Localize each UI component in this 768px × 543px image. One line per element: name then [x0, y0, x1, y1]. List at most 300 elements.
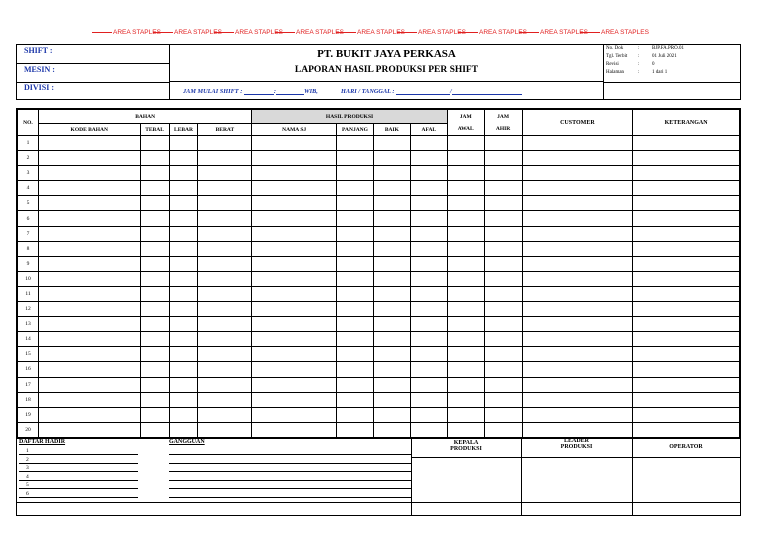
table-cell[interactable] [484, 407, 522, 422]
col-hasil-produksi: HASIL PRODUKSI [252, 110, 447, 124]
table-cell[interactable] [410, 181, 447, 196]
mesin-label: MESIN : [17, 64, 170, 83]
table-cell[interactable] [410, 226, 447, 241]
table-cell[interactable] [410, 302, 447, 317]
table-cell[interactable] [140, 241, 169, 256]
table-cell[interactable] [38, 392, 140, 407]
table-cell[interactable] [447, 151, 484, 166]
table-cell[interactable] [373, 302, 410, 317]
jam-minute-field[interactable] [273, 88, 304, 95]
table-cell[interactable] [169, 226, 198, 241]
table-cell[interactable] [410, 347, 447, 362]
table-cell[interactable] [337, 151, 374, 166]
table-cell[interactable] [373, 181, 410, 196]
table-cell[interactable] [140, 151, 169, 166]
table-cell[interactable] [337, 332, 374, 347]
table-cell[interactable] [633, 422, 740, 437]
table-cell[interactable] [252, 151, 337, 166]
table-cell[interactable] [198, 271, 252, 286]
area-staples-mark: AREA STAPLES [519, 29, 580, 36]
table-cell[interactable] [198, 317, 252, 332]
table-cell[interactable] [447, 271, 484, 286]
table-row [18, 211, 740, 226]
table-cell[interactable] [447, 407, 484, 422]
col-bahan: BAHAN [38, 110, 251, 124]
table-cell[interactable] [198, 362, 252, 377]
table-cell[interactable] [633, 256, 740, 271]
kepala-produksi-title [411, 440, 521, 452]
kepala-signature-box[interactable] [411, 458, 521, 502]
table-cell[interactable] [484, 422, 522, 437]
table-cell[interactable] [252, 196, 337, 211]
table-cell[interactable] [447, 211, 484, 226]
table-cell[interactable] [484, 256, 522, 271]
table-cell[interactable] [633, 166, 740, 181]
col-lebar: LEBAR [169, 124, 198, 136]
table-cell[interactable] [410, 362, 447, 377]
table-cell[interactable] [373, 377, 410, 392]
table-cell[interactable] [447, 181, 484, 196]
table-cell[interactable] [169, 362, 198, 377]
col-nama-sj: NAMA SJ [252, 124, 337, 136]
table-cell[interactable] [373, 211, 410, 226]
table-cell[interactable] [38, 271, 140, 286]
jam-mulai-label: JAM MULAI SHIFT : [183, 88, 243, 95]
table-cell[interactable] [169, 136, 198, 151]
row-number: 16 [18, 362, 39, 377]
table-cell[interactable] [252, 347, 337, 362]
table-cell[interactable] [522, 286, 633, 301]
table-cell[interactable] [633, 407, 740, 422]
table-cell[interactable] [169, 271, 198, 286]
col-no: NO. [18, 110, 39, 136]
table-cell[interactable] [484, 302, 522, 317]
table-row [18, 166, 740, 181]
table-cell[interactable] [633, 196, 740, 211]
table-cell[interactable] [447, 256, 484, 271]
table-cell[interactable] [522, 317, 633, 332]
gangguan-line[interactable] [169, 488, 411, 489]
table-cell[interactable] [484, 392, 522, 407]
col-jam-ahir-top: JAM [484, 110, 522, 124]
table-cell[interactable] [140, 166, 169, 181]
table-cell[interactable] [373, 422, 410, 437]
table-cell[interactable] [169, 392, 198, 407]
table-cell[interactable] [337, 377, 374, 392]
table-cell[interactable] [447, 362, 484, 377]
table-cell[interactable] [198, 211, 252, 226]
table-cell[interactable] [337, 422, 374, 437]
table-cell[interactable] [252, 317, 337, 332]
table-cell[interactable] [38, 256, 140, 271]
table-cell[interactable] [169, 302, 198, 317]
row-number: 15 [18, 347, 39, 362]
table-cell[interactable] [410, 332, 447, 347]
table-cell[interactable] [337, 286, 374, 301]
table-cell[interactable] [252, 392, 337, 407]
attendance-line[interactable] [19, 497, 138, 498]
table-cell[interactable] [447, 226, 484, 241]
jam-hour-field[interactable] [244, 88, 274, 95]
table-cell[interactable] [522, 151, 633, 166]
table-cell[interactable] [373, 151, 410, 166]
table-cell[interactable] [169, 286, 198, 301]
row-number: 12 [18, 302, 39, 317]
attendance-number: 1 [26, 448, 29, 454]
wib-label: WIB, [304, 88, 318, 95]
table-cell[interactable] [633, 241, 740, 256]
table-cell[interactable] [38, 181, 140, 196]
table-cell[interactable] [410, 317, 447, 332]
attendance-line[interactable] [19, 454, 138, 455]
table-cell[interactable] [252, 226, 337, 241]
table-cell[interactable] [140, 377, 169, 392]
table-cell[interactable] [484, 362, 522, 377]
table-cell[interactable] [633, 347, 740, 362]
table-cell[interactable] [337, 256, 374, 271]
table-cell[interactable] [38, 302, 140, 317]
table-cell[interactable] [252, 211, 337, 226]
table-cell[interactable] [140, 422, 169, 437]
table-cell[interactable] [140, 392, 169, 407]
table-cell[interactable] [38, 226, 140, 241]
report-title: LAPORAN HASIL PRODUKSI PER SHIFT [294, 65, 479, 75]
table-cell[interactable] [337, 241, 374, 256]
table-cell[interactable] [633, 302, 740, 317]
table-cell[interactable] [140, 332, 169, 347]
table-cell[interactable] [522, 166, 633, 181]
table-cell[interactable] [373, 317, 410, 332]
table-cell[interactable] [252, 422, 337, 437]
table-cell[interactable] [633, 332, 740, 347]
table-cell[interactable] [447, 196, 484, 211]
table-cell[interactable] [484, 181, 522, 196]
table-cell[interactable] [522, 422, 633, 437]
table-cell[interactable] [140, 181, 169, 196]
area-staples-mark: AREA STAPLES [275, 29, 336, 36]
table-cell[interactable] [169, 422, 198, 437]
table-cell[interactable] [38, 196, 140, 211]
table-cell[interactable] [447, 241, 484, 256]
table-cell[interactable] [198, 407, 252, 422]
table-cell[interactable] [198, 422, 252, 437]
table-cell[interactable] [447, 302, 484, 317]
table-cell[interactable] [410, 151, 447, 166]
table-cell[interactable] [38, 347, 140, 362]
table-row [18, 392, 740, 407]
area-staples-mark: AREA STAPLES [580, 29, 641, 36]
table-cell[interactable] [140, 407, 169, 422]
table-cell[interactable] [140, 196, 169, 211]
table-cell[interactable] [447, 422, 484, 437]
gangguan-line[interactable] [169, 463, 411, 464]
table-cell[interactable] [447, 317, 484, 332]
tanggal-field[interactable] [452, 88, 522, 95]
table-cell[interactable] [169, 256, 198, 271]
table-cell[interactable] [484, 317, 522, 332]
table-cell[interactable] [38, 286, 140, 301]
table-row [18, 181, 740, 196]
table-cell[interactable] [337, 271, 374, 286]
table-cell[interactable] [140, 302, 169, 317]
table-cell[interactable] [410, 377, 447, 392]
table-cell[interactable] [38, 241, 140, 256]
table-cell[interactable] [633, 317, 740, 332]
row-number: 11 [18, 286, 39, 301]
table-cell[interactable] [522, 211, 633, 226]
table-cell[interactable] [633, 226, 740, 241]
table-cell[interactable] [633, 271, 740, 286]
col-berat: BERAT [198, 124, 252, 136]
footer-bottom-rule [17, 502, 740, 503]
table-cell[interactable] [198, 286, 252, 301]
attendance-line[interactable] [19, 480, 138, 481]
table-cell[interactable] [140, 286, 169, 301]
table-cell[interactable] [410, 241, 447, 256]
form-footer [17, 438, 740, 515]
table-cell[interactable] [252, 256, 337, 271]
row-number: 18 [18, 392, 39, 407]
table-cell[interactable] [252, 136, 337, 151]
gangguan-line[interactable] [169, 480, 411, 481]
table-cell[interactable] [410, 271, 447, 286]
table-cell[interactable] [522, 332, 633, 347]
table-cell[interactable] [337, 302, 374, 317]
table-cell[interactable] [633, 181, 740, 196]
table-cell[interactable] [447, 377, 484, 392]
table-cell[interactable] [410, 392, 447, 407]
shift-label: SHIFT : [17, 45, 170, 64]
table-cell[interactable] [522, 362, 633, 377]
table-cell[interactable] [252, 377, 337, 392]
table-cell[interactable] [410, 407, 447, 422]
table-cell[interactable] [484, 347, 522, 362]
table-cell[interactable] [140, 271, 169, 286]
table-cell[interactable] [373, 392, 410, 407]
table-cell[interactable] [484, 332, 522, 347]
table-cell[interactable] [373, 166, 410, 181]
table-cell[interactable] [633, 377, 740, 392]
table-cell[interactable] [198, 151, 252, 166]
table-cell[interactable] [169, 166, 198, 181]
table-cell[interactable] [522, 302, 633, 317]
table-cell[interactable] [447, 136, 484, 151]
table-cell[interactable] [373, 286, 410, 301]
hari-field[interactable] [396, 88, 450, 95]
table-cell[interactable] [410, 256, 447, 271]
table-cell[interactable] [198, 136, 252, 151]
table-cell[interactable] [337, 166, 374, 181]
table-cell[interactable] [522, 407, 633, 422]
table-cell[interactable] [373, 347, 410, 362]
table-cell[interactable] [484, 377, 522, 392]
gangguan-line[interactable] [169, 454, 411, 455]
table-cell[interactable] [252, 362, 337, 377]
table-cell[interactable] [198, 256, 252, 271]
table-cell[interactable] [447, 347, 484, 362]
table-cell[interactable] [337, 196, 374, 211]
table-cell[interactable] [633, 286, 740, 301]
table-cell[interactable] [337, 347, 374, 362]
table-cell[interactable] [522, 271, 633, 286]
table-cell[interactable] [484, 136, 522, 151]
table-cell[interactable] [169, 241, 198, 256]
row-number: 20 [18, 422, 39, 437]
leader-signature-box[interactable] [522, 458, 632, 502]
table-cell[interactable] [447, 332, 484, 347]
table-cell[interactable] [633, 362, 740, 377]
gangguan-line[interactable] [169, 497, 411, 498]
table-cell[interactable] [169, 151, 198, 166]
attendance-line[interactable] [19, 463, 138, 464]
table-cell[interactable] [140, 226, 169, 241]
table-cell[interactable] [252, 332, 337, 347]
table-row [18, 271, 740, 286]
table-cell[interactable] [252, 181, 337, 196]
attendance-line[interactable] [19, 471, 138, 472]
table-cell[interactable] [633, 136, 740, 151]
table-cell[interactable] [522, 241, 633, 256]
table-cell[interactable] [38, 136, 140, 151]
table-cell[interactable] [252, 271, 337, 286]
hari-tanggal-label: HARI / TANGGAL : [340, 88, 395, 95]
table-cell[interactable] [522, 136, 633, 151]
table-cell[interactable] [484, 196, 522, 211]
table-cell[interactable] [337, 392, 374, 407]
table-cell[interactable] [373, 226, 410, 241]
table-cell[interactable] [522, 196, 633, 211]
attendance-number: 3 [26, 465, 29, 472]
table-cell[interactable] [337, 211, 374, 226]
table-cell[interactable] [337, 136, 374, 151]
table-cell[interactable] [447, 166, 484, 181]
table-cell[interactable] [410, 211, 447, 226]
table-cell[interactable] [198, 377, 252, 392]
col-kode-bahan: KODE BAHAN [38, 124, 140, 136]
table-cell[interactable] [252, 407, 337, 422]
table-cell[interactable] [169, 377, 198, 392]
operator-title: OPERATOR [669, 444, 703, 450]
table-cell[interactable] [140, 347, 169, 362]
table-cell[interactable] [522, 347, 633, 362]
table-cell[interactable] [447, 392, 484, 407]
table-cell[interactable] [38, 151, 140, 166]
table-cell[interactable] [633, 392, 740, 407]
table-cell[interactable] [484, 241, 522, 256]
table-cell[interactable] [410, 196, 447, 211]
table-cell[interactable] [373, 256, 410, 271]
leader-produksi-title [521, 438, 632, 450]
table-cell[interactable] [484, 211, 522, 226]
table-cell[interactable] [410, 166, 447, 181]
table-cell[interactable] [484, 151, 522, 166]
table-cell[interactable] [633, 151, 740, 166]
table-cell[interactable] [38, 407, 140, 422]
table-cell[interactable] [140, 362, 169, 377]
leader-produksi-label: PRODUKSI [560, 444, 593, 450]
table-cell[interactable] [38, 362, 140, 377]
table-cell[interactable] [198, 347, 252, 362]
table-cell[interactable] [373, 136, 410, 151]
table-cell[interactable] [484, 166, 522, 181]
table-cell[interactable] [373, 332, 410, 347]
table-cell[interactable] [410, 286, 447, 301]
table-cell[interactable] [410, 136, 447, 151]
table-cell[interactable] [337, 181, 374, 196]
table-cell[interactable] [169, 181, 198, 196]
table-cell[interactable] [447, 286, 484, 301]
table-cell[interactable] [373, 407, 410, 422]
table-cell[interactable] [484, 226, 522, 241]
table-cell[interactable] [410, 422, 447, 437]
table-cell[interactable] [169, 317, 198, 332]
table-row [18, 136, 740, 151]
table-cell[interactable] [522, 226, 633, 241]
table-cell[interactable] [252, 302, 337, 317]
attendance-line[interactable] [19, 488, 138, 489]
table-cell[interactable] [169, 332, 198, 347]
table-cell[interactable] [252, 241, 337, 256]
table-cell[interactable] [140, 211, 169, 226]
table-cell[interactable] [140, 136, 169, 151]
table-cell[interactable] [337, 407, 374, 422]
table-cell[interactable] [484, 286, 522, 301]
table-cell[interactable] [198, 392, 252, 407]
gangguan-line[interactable] [169, 471, 411, 472]
table-cell[interactable] [38, 332, 140, 347]
table-cell[interactable] [169, 196, 198, 211]
table-cell[interactable] [337, 226, 374, 241]
table-cell[interactable] [169, 347, 198, 362]
table-cell[interactable] [373, 271, 410, 286]
table-row [18, 317, 740, 332]
table-cell[interactable] [484, 271, 522, 286]
table-cell[interactable] [140, 317, 169, 332]
row-number: 14 [18, 332, 39, 347]
table-cell[interactable] [198, 241, 252, 256]
table-cell[interactable] [38, 377, 140, 392]
table-cell[interactable] [633, 211, 740, 226]
operator-signature-box[interactable] [633, 458, 740, 502]
table-cell[interactable] [38, 166, 140, 181]
table-cell[interactable] [373, 362, 410, 377]
doc-info-row: Halaman : 1 dari 1 [606, 70, 668, 75]
table-cell[interactable] [522, 392, 633, 407]
production-table-frame [16, 108, 741, 516]
table-cell[interactable] [169, 211, 198, 226]
table-cell[interactable] [198, 181, 252, 196]
table-cell[interactable] [198, 332, 252, 347]
table-cell[interactable] [373, 196, 410, 211]
table-cell[interactable] [198, 302, 252, 317]
table-cell[interactable] [337, 362, 374, 377]
table-cell[interactable] [38, 317, 140, 332]
table-cell[interactable] [252, 166, 337, 181]
table-cell[interactable] [522, 377, 633, 392]
table-cell[interactable] [522, 181, 633, 196]
table-cell[interactable] [252, 286, 337, 301]
table-cell[interactable] [198, 196, 252, 211]
table-cell[interactable] [198, 226, 252, 241]
table-cell[interactable] [337, 317, 374, 332]
table-cell[interactable] [140, 256, 169, 271]
table-cell[interactable] [169, 407, 198, 422]
table-cell[interactable] [198, 166, 252, 181]
table-cell[interactable] [373, 241, 410, 256]
table-cell[interactable] [38, 422, 140, 437]
table-cell[interactable] [38, 211, 140, 226]
table-cell[interactable] [522, 256, 633, 271]
